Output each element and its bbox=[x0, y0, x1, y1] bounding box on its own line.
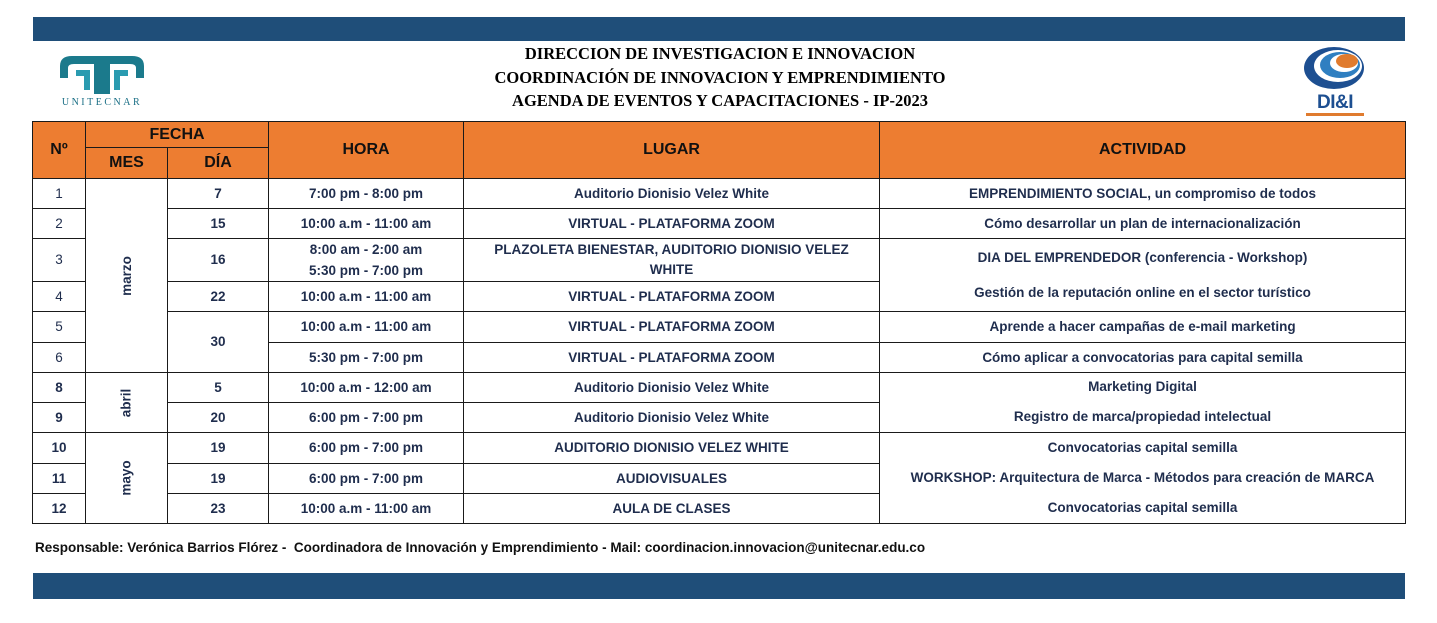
row-lugar bbox=[464, 239, 880, 282]
row-lugar: VIRTUAL - PLATAFORMA ZOOM bbox=[464, 312, 880, 343]
row-hora: 10:00 a.m - 11:00 am bbox=[269, 312, 464, 343]
title-line-2: COORDINACIÓN DE INNOVACION Y EMPRENDIMIENTO bbox=[494, 68, 946, 87]
row-hora: 5:30 pm - 7:00 pm bbox=[269, 343, 464, 373]
row-hora: 10:00 a.m - 11:00 am bbox=[269, 494, 464, 524]
row-actividad-group bbox=[880, 239, 1406, 312]
hora-line-2: 5:30 pm - 7:00 pm bbox=[308, 263, 424, 278]
row-lugar: VIRTUAL - PLATAFORMA ZOOM bbox=[464, 343, 880, 373]
row-hora: 7:00 pm - 8:00 pm bbox=[269, 179, 464, 209]
dii-swirl-icon bbox=[1300, 44, 1368, 92]
responsible-footer: Responsable: Verónica Barrios Flórez - Coordinadora de Innovación y Emprendimiento - Mail: coordinacion.innovacion@unitecnar.edu.co bbox=[35, 540, 926, 555]
month-cell-marzo bbox=[86, 179, 168, 373]
table-row bbox=[33, 373, 1406, 403]
header-mes: MES bbox=[86, 148, 168, 179]
month-label: abril bbox=[118, 388, 134, 417]
row-hora: 6:00 pm - 7:00 pm bbox=[269, 433, 464, 464]
lugar-line-1: PLAZOLETA BIENESTAR, AUDITORIO DIONISIO VELEZ bbox=[494, 242, 849, 257]
row-dia: 19 bbox=[168, 464, 269, 494]
row-hora bbox=[269, 239, 464, 282]
table-row bbox=[33, 239, 1406, 282]
row-hora: 10:00 a.m - 11:00 am bbox=[269, 282, 464, 312]
month-cell-mayo bbox=[86, 433, 168, 524]
table-row bbox=[33, 179, 1406, 209]
title-line-3: AGENDA DE EVENTOS Y CAPACITACIONES - IP-2023 bbox=[512, 91, 928, 110]
row-actividad: Aprende a hacer campañas de e-mail marketing bbox=[880, 312, 1406, 343]
row-dia: 16 bbox=[168, 239, 269, 282]
row-hora: 10:00 a.m - 11:00 am bbox=[269, 209, 464, 239]
row-num: 12 bbox=[33, 494, 86, 524]
top-banner bbox=[33, 17, 1405, 41]
header-hora: HORA bbox=[269, 122, 464, 179]
row-lugar: AULA DE CLASES bbox=[464, 494, 880, 524]
dii-logo bbox=[1300, 44, 1368, 116]
row-num: 2 bbox=[33, 209, 86, 239]
header-actividad: ACTIVIDAD bbox=[880, 122, 1406, 179]
row-num: 11 bbox=[33, 464, 86, 494]
header-lugar: LUGAR bbox=[464, 122, 880, 179]
unitecnar-logo bbox=[54, 50, 150, 112]
row-actividad: Cómo aplicar a convocatorias para capital semilla bbox=[880, 343, 1406, 373]
row-num: 8 bbox=[33, 373, 86, 403]
row-dia: 15 bbox=[168, 209, 269, 239]
row-hora: 10:00 a.m - 12:00 am bbox=[269, 373, 464, 403]
row-actividad: Registro de marca/propiedad intelectual bbox=[1013, 409, 1272, 424]
row-actividad-group bbox=[880, 433, 1406, 524]
row-dia: 23 bbox=[168, 494, 269, 524]
row-actividad-group bbox=[880, 373, 1406, 433]
agenda-table bbox=[32, 121, 1406, 524]
row-lugar: Auditorio Dionisio Velez White bbox=[464, 373, 880, 403]
row-lugar: AUDITORIO DIONISIO VELEZ WHITE bbox=[464, 433, 880, 464]
row-num: 1 bbox=[33, 179, 86, 209]
row-actividad: DIA DEL EMPRENDEDOR (conferencia - Workshop) bbox=[977, 250, 1308, 265]
table-row bbox=[33, 209, 1406, 239]
unitecnar-emblem-icon bbox=[54, 50, 150, 98]
header-dia: DÍA bbox=[168, 148, 269, 179]
row-lugar: VIRTUAL - PLATAFORMA ZOOM bbox=[464, 282, 880, 312]
table-row bbox=[33, 433, 1406, 464]
row-dia: 7 bbox=[168, 179, 269, 209]
row-num: 6 bbox=[33, 343, 86, 373]
row-actividad: Gestión de la reputación online en el sector turístico bbox=[974, 285, 1311, 300]
row-lugar: AUDIOVISUALES bbox=[464, 464, 880, 494]
row-hora: 6:00 pm - 7:00 pm bbox=[269, 464, 464, 494]
unitecnar-logo-text: UNITECNAR bbox=[61, 97, 143, 108]
row-lugar: Auditorio Dionisio Velez White bbox=[464, 403, 880, 433]
document-titles bbox=[410, 42, 1030, 113]
row-actividad: Cómo desarrollar un plan de internacionalización bbox=[880, 209, 1406, 239]
row-actividad: Convocatorias capital semilla bbox=[1047, 440, 1238, 455]
row-dia: 30 bbox=[168, 312, 269, 373]
row-num: 9 bbox=[33, 403, 86, 433]
row-num: 3 bbox=[33, 239, 86, 282]
header-num: Nº bbox=[33, 122, 86, 179]
month-label: mayo bbox=[118, 460, 134, 496]
row-lugar: VIRTUAL - PLATAFORMA ZOOM bbox=[464, 209, 880, 239]
hora-line-1: 8:00 am - 2:00 am bbox=[309, 242, 423, 257]
row-hora: 6:00 pm - 7:00 pm bbox=[269, 403, 464, 433]
bottom-banner bbox=[33, 573, 1405, 599]
row-actividad: WORKSHOP: Arquitectura de Marca - Métodos para creación de MARCA bbox=[910, 470, 1375, 485]
month-cell-abril bbox=[86, 373, 168, 433]
row-num: 4 bbox=[33, 282, 86, 312]
dii-logo-underline bbox=[1306, 113, 1364, 116]
row-lugar: Auditorio Dionisio Velez White bbox=[464, 179, 880, 209]
row-actividad: EMPRENDIMIENTO SOCIAL, un compromiso de todos bbox=[880, 179, 1406, 209]
row-dia: 22 bbox=[168, 282, 269, 312]
header-fecha: FECHA bbox=[86, 122, 269, 148]
dii-logo-text: DI&I bbox=[1317, 92, 1353, 113]
row-num: 10 bbox=[33, 433, 86, 464]
month-label: marzo bbox=[118, 255, 134, 296]
row-dia: 20 bbox=[168, 403, 269, 433]
row-actividad: Marketing Digital bbox=[1088, 379, 1197, 394]
title-line-1: DIRECCION DE INVESTIGACION E INNOVACION bbox=[524, 44, 916, 63]
row-actividad: Convocatorias capital semilla bbox=[1047, 500, 1238, 515]
row-dia: 19 bbox=[168, 433, 269, 464]
lugar-line-2: WHITE bbox=[649, 262, 694, 277]
table-row bbox=[33, 312, 1406, 343]
row-dia: 5 bbox=[168, 373, 269, 403]
row-num: 5 bbox=[33, 312, 86, 343]
